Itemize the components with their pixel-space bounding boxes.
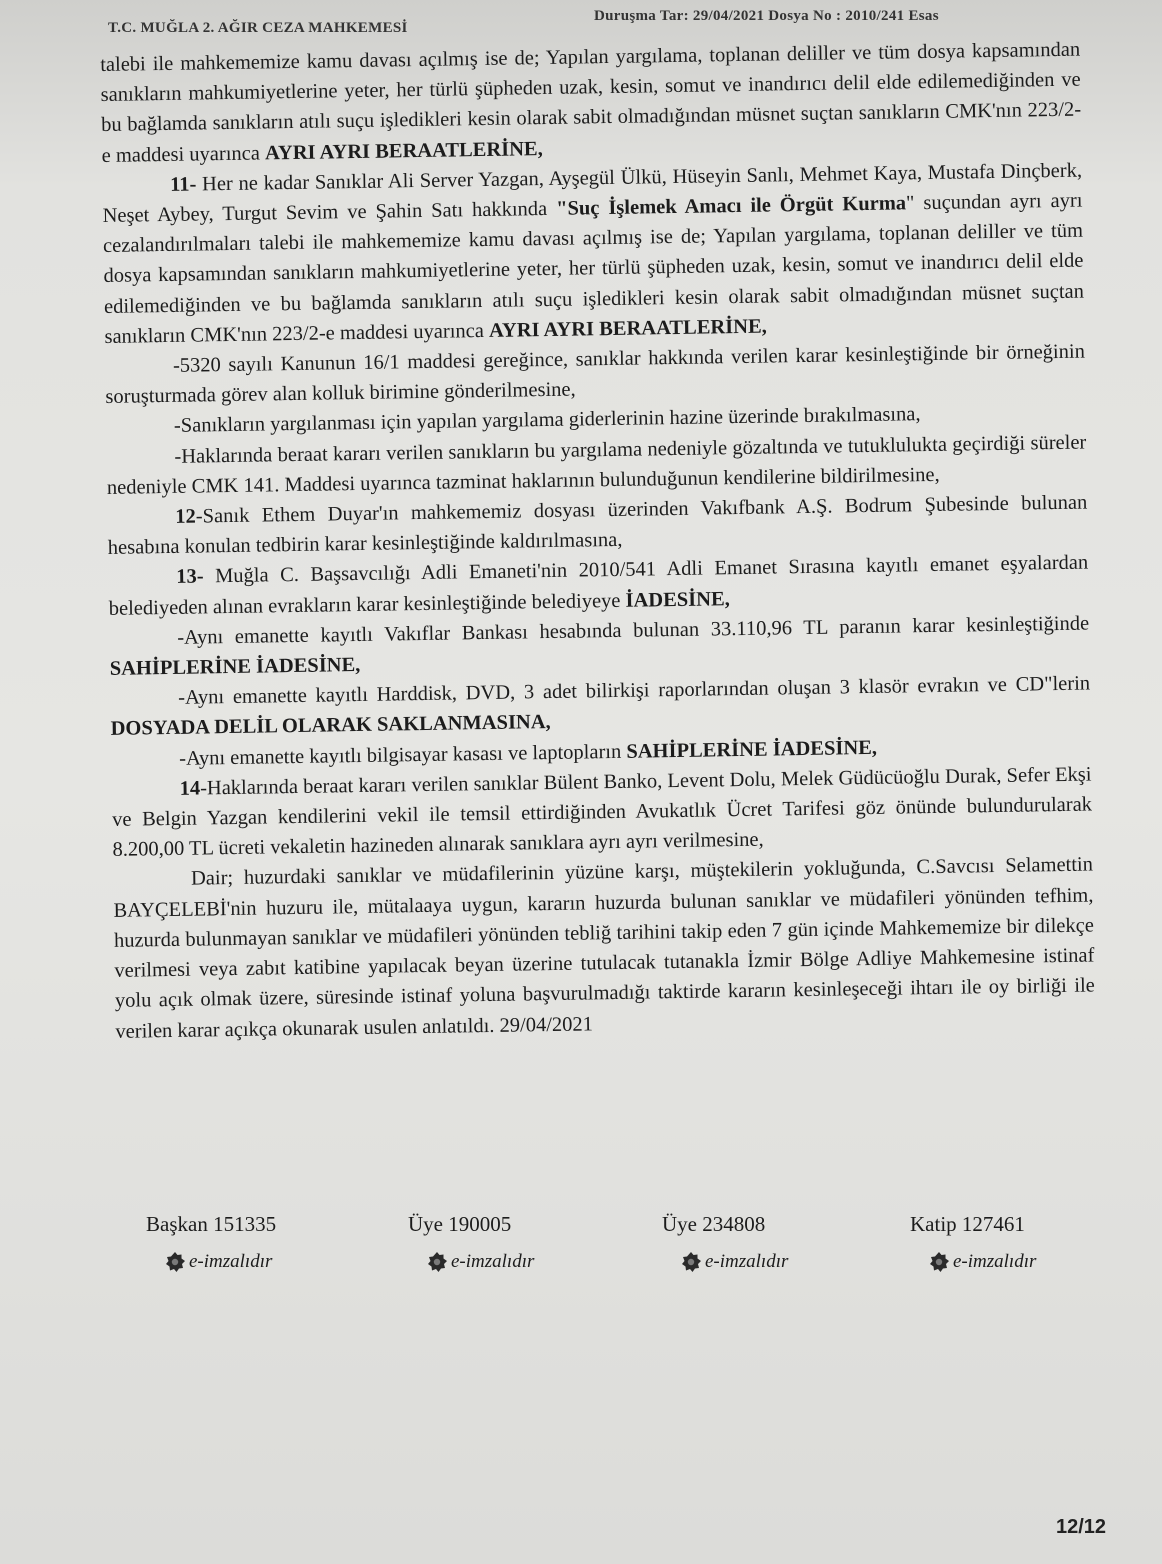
signature-president: Başkan 151335 e-imzalıdır <box>146 1212 277 1272</box>
paragraph-5320: -5320 sayılı Kanunun 16/1 maddesi gereğince, sanıklar hakkında verilen karar kesinleştiğinde bir örneğinin soruşturmada görev alan kolluk birimine gönderilmesine, <box>105 340 1086 409</box>
signature-member-1: Üye 190005 e-imzalıdır <box>408 1212 535 1272</box>
e-signature-seal-icon <box>164 1251 186 1273</box>
page-header <box>108 8 1162 38</box>
document-body <box>100 35 1096 1047</box>
paragraph-computers: -Aynı emanette kayıtlı bilgisayar kasası ve laptopların SAHİPLERİNE İADESİNE, <box>178 736 878 770</box>
paragraph-verdict: Dair; huzurdaki sanıklar ve müdafilerinin yüzüne karşı, müştekilerin yokluğunda, C.Savcısı Selamettin BAYÇELEBİ'nin huzuru ile, mütalaaya uygun, kararın huzurda bulunan sanıklar ve müdafileri yönünden tefhim, huzurda bulunmayan sanıklar ve müdafileri yönünden tebliğ tarihini takip eden 7 gün içinde Mahkememize bir dilekçe verilmesi veya zabıt katibine yapılacak beyan üzerine tutulacak tutanakla İzmir Bölge Adliye Mahkemesine istinaf yolu açık olmak üzere, süresinde istinaf yoluna başvurulmadığı taktirde kararın kesinleşeceği ihtarı ile oy birliği ile verilen karar açıkça okunarak usulen anlatıldı. 29/04/2021 <box>113 853 1095 1043</box>
paragraph-acquittal-1: talebi ile mahkememize kamu davası açılmış ise de; Yapılan yargılama, toplanan deliller ve tüm dosya kapsamından sanıkların mahkumiyetlerine yeter, her türlü şüpheden uzak, kesin, somut ve inandırıcı delil elde edilemediğinden ve bu bağlamda sanıkların atılı suçu işledikleri kesin olarak sabit olmadığından müsnet suçtan sanıkların CMK'nın 223/2-e maddesi uyarınca AYRI AYRI BERAATLERİNE, <box>100 38 1082 167</box>
page-number: 12/12 <box>1056 1516 1107 1538</box>
paragraph-14: 14-Haklarında beraat kararı verilen sanıklar Bülent Banko, Levent Dolu, Melek Güdücüoğlu Durak, Sefer Ekşi ve Belgin Yazgan kendilerini vekil ile temsil ettirdiğinden Avukatlık Ücret Tarifesi göz önünde bulundurularak 8.200,00 TL ücreti vekaletin hazineden alınarak sanıklara ayrı ayrı verilmesine, <box>111 763 1093 862</box>
paragraph-bank-funds: -Aynı emanette kayıtlı Vakıflar Bankası hesabında bulunan 33.110,96 TL paranın karar kesinleştiğinde SAHİPLERİNE İADESİNE, <box>109 612 1090 680</box>
hearing-info: Duruşma Tar: 29/04/2021 Dosya No : 2010/241 Esas <box>594 8 939 24</box>
paragraph-costs: -Sanıkların yargılanması için yapılan yargılama giderlerinin hazine üzerinde bırakılmasına, <box>173 403 921 438</box>
paragraph-12: 12-Sanık Ethem Duyar'ın mahkememiz dosyası üzerinden Vakıfbank A.Ş. Bodrum Şubesinde bulunan hesabına konulan tedbirin karar kesinleştiğinde kaldırılmasına, <box>107 491 1088 560</box>
paragraph-evidence: -Aynı emanette kayıtlı Harddisk, DVD, 3 adet bilirkişi raporlarından oluşan 3 klasör evrakın ve CD"lerin DOSYADA DELİL OLARAK SAKLANMASINA, <box>110 672 1091 741</box>
paragraph-compensation: -Haklarında beraat kararı verilen sanıkların bu yargılama nedeniyle gözaltında ve tutuklulukta geçirdiği süreler nedeniyle CMK 141. Maddesi uyarınca tazminat haklarının bulunduğunun kendilerine bildirilmesine, <box>106 431 1087 499</box>
signature-clerk: Katip 127461 e-imzalıdır <box>910 1212 1037 1272</box>
signature-block <box>0 1212 1162 1292</box>
signature-member-2: Üye 234808 e-imzalıdır <box>662 1212 789 1272</box>
court-name: T.C. MUĞLA 2. AĞIR CEZA MAHKEMESİ <box>108 20 408 36</box>
paragraph-11: 11- Her ne kadar Sanıklar Ali Server Yazgan, Ayşegül Ülkü, Hüseyin Sanlı, Mehmet Kaya, Mustafa Dinçberk, Neşet Aybey, Turgut Sevim ve Şahin Satı hakkında "Suç İşlemek Amacı ile Örgüt Kurma" suçundan ayrı ayrı cezalandırılmaları talebi ile mahkememize kamu davası açılmış ise de; Yapılan yargılama, toplanan deliller ve tüm dosya kapsamından sanıkların mahkumiyetlerine yeter, her türlü şüpheden uzak, kesin, somut ve inandırıcı delil elde edilemediğinden ve bu bağlamda sanıkların atılı suçu işledikleri kesin olarak sabit olmadığından müsnet suçtan sanıkların CMK'nın 223/2-e maddesi uyarınca AYRI AYRI BERAATLERİNE, <box>102 159 1085 348</box>
paragraph-13: 13- Muğla C. Başsavcılığı Adli Emaneti'nin 2010/541 Adli Emanet Sırasına kayıtlı emanet eşyalardan belediyeden alınan evrakların karar kesinleştiğinde belediyeye İADESİNE, <box>108 551 1089 620</box>
e-signature-seal-icon <box>680 1251 702 1273</box>
e-signature-seal-icon <box>426 1251 448 1273</box>
e-signature-seal-icon <box>928 1251 950 1273</box>
